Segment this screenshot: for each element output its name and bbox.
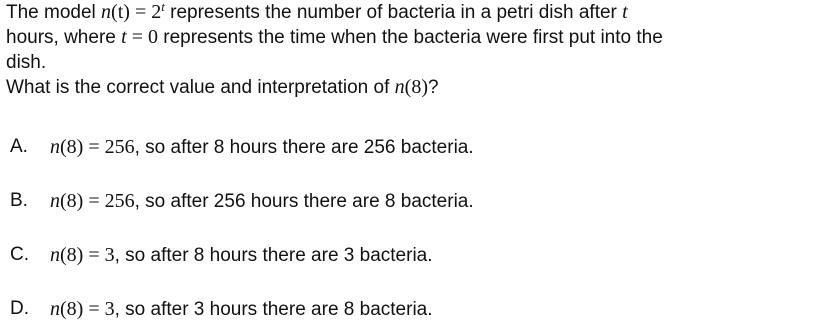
question-text: represents the number of bacteria in a petri dish after — [164, 2, 623, 23]
choice-c[interactable] — [10, 240, 433, 270]
choice-text: n(8) = 3, so after 3 hours there are 8 bacteria. — [50, 297, 433, 320]
question-line-4 — [6, 75, 832, 100]
math-fn: n — [394, 76, 405, 98]
math-arg: (t) — [111, 1, 130, 23]
question-text: hours, where — [6, 27, 122, 48]
math-eq: = 0 — [126, 26, 158, 48]
math-expression — [395, 76, 428, 98]
question-text: The model — [6, 2, 102, 23]
choice-text: n(8) = 3, so after 8 hours there are 3 bacteria. — [50, 243, 433, 266]
choice-letter: D. — [10, 298, 29, 319]
question-line-3 — [6, 50, 832, 75]
math-variable: t — [121, 26, 127, 48]
math-arg: (8) — [404, 76, 428, 98]
math-expression — [121, 26, 158, 48]
math-fn: n — [101, 1, 112, 23]
question-text: ? — [427, 77, 439, 98]
question-text: What is the correct value and interpretation of — [6, 77, 395, 98]
choice-b[interactable] — [10, 186, 474, 216]
math-exponent: t — [161, 0, 165, 14]
choice-a[interactable] — [10, 132, 474, 162]
math-expression — [101, 1, 165, 23]
choice-letter: A. — [10, 136, 28, 157]
question-line-2 — [6, 25, 832, 50]
math-eq: = 2 — [129, 1, 162, 23]
choice-letter: C. — [10, 244, 29, 265]
choice-d[interactable] — [10, 294, 433, 324]
question-line-1 — [6, 0, 832, 25]
question-text: represents the time when the bacteria were first put into the — [157, 27, 663, 48]
choice-text: n(8) = 256, so after 8 hours there are 256 bacteria. — [50, 135, 474, 158]
choice-text: n(8) = 256, so after 256 hours there are 8 bacteria. — [50, 189, 474, 212]
math-variable: t — [622, 1, 628, 23]
choice-letter: B. — [10, 190, 28, 211]
question-text: dish. — [6, 52, 47, 73]
question-stem — [6, 0, 832, 100]
